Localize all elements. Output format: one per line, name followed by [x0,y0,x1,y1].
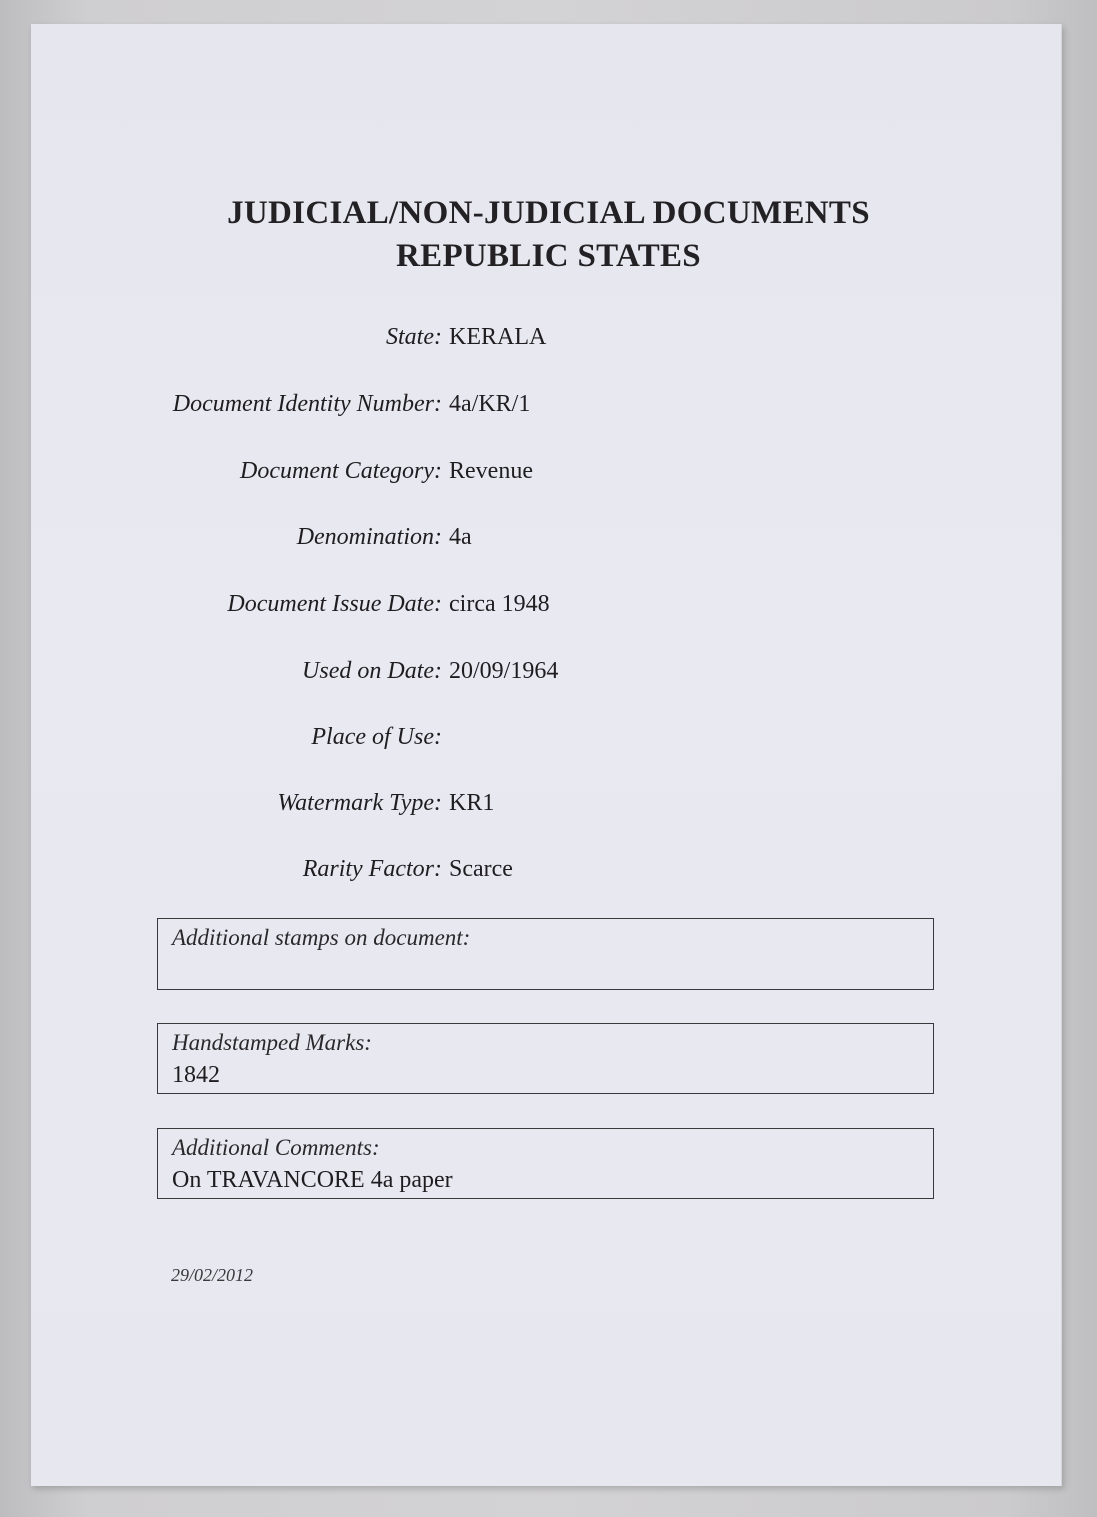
handstamped-marks-box [157,1023,934,1094]
field-state [0,320,1097,354]
field-place-of-use [0,720,1097,754]
field-value: Revenue [449,458,533,484]
field-label: Used on Date: [302,658,442,684]
box-value: On TRAVANCORE 4a paper [172,1167,453,1193]
field-value: circa 1948 [449,591,550,617]
field-label: State: [386,324,442,350]
field-value: KERALA [449,324,547,350]
additional-stamps-box [157,918,934,990]
field-document-category [0,454,1097,488]
field-watermark-type [0,786,1097,820]
field-value: 4a [449,524,472,550]
field-label: Watermark Type: [277,790,442,816]
field-label: Document Category: [240,458,442,484]
field-value: KR1 [449,790,495,816]
box-value: 1842 [172,1062,220,1088]
additional-comments-box [157,1128,934,1199]
box-label: Additional stamps on document: [172,925,471,950]
document-title-line-2: REPUBLIC STATES [396,238,701,274]
field-label: Denomination: [296,524,442,550]
field-label: Place of Use: [311,724,442,750]
field-rarity-factor [0,852,1097,886]
field-denomination [0,520,1097,554]
field-label: Rarity Factor: [302,856,442,882]
field-document-issue-date [0,587,1097,621]
box-label: Additional Comments: [172,1135,380,1160]
field-value: 20/09/1964 [449,658,559,684]
field-label: Document Identity Number: [172,391,442,417]
field-document-identity-number [0,387,1097,421]
field-used-on-date [0,654,1097,688]
footer-date: 29/02/2012 [171,1265,254,1285]
field-value: 4a/KR/1 [449,391,531,417]
field-label: Document Issue Date: [227,591,442,617]
field-value: Scarce [449,856,513,882]
document-title-line-1: JUDICIAL/NON-JUDICIAL DOCUMENTS [227,195,870,231]
box-label: Handstamped Marks: [172,1030,372,1055]
